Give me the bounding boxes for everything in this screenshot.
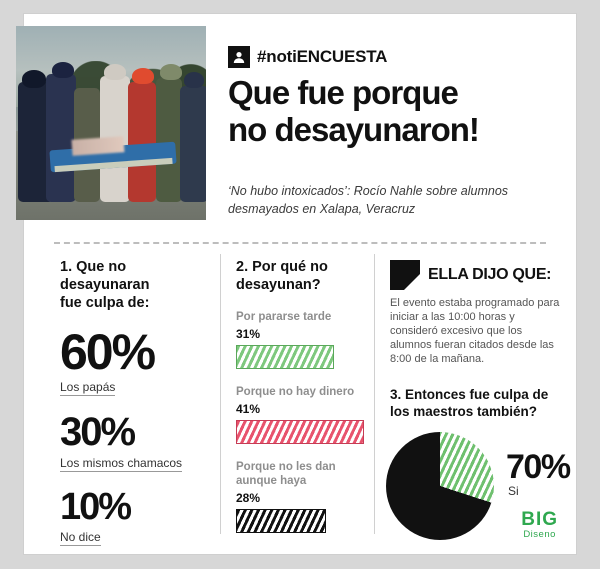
photo-head bbox=[160, 64, 182, 80]
brand-logo bbox=[521, 510, 558, 540]
hashtag-label: #notiENCUESTA bbox=[257, 47, 388, 66]
question-2-title bbox=[236, 258, 362, 294]
question-3-title: 3. Entonces fue culpa de los maestros también? bbox=[390, 387, 549, 419]
answer-label: Los mismos chamacos bbox=[60, 456, 183, 470]
header-section bbox=[24, 14, 576, 226]
bar-label: Porque no les dan aunque haya bbox=[236, 461, 336, 487]
bar-red bbox=[236, 420, 364, 444]
rescue-photo bbox=[16, 26, 206, 220]
divider-dashed bbox=[54, 242, 546, 244]
answer-label: No dice bbox=[60, 530, 101, 544]
answer-value: 60% bbox=[60, 324, 155, 380]
headline-line-2: no desayunaron! bbox=[228, 111, 479, 148]
divider-vertical-1 bbox=[220, 254, 221, 534]
pie-legend-si: Si bbox=[508, 484, 519, 498]
bar-label: Porque no hay dinero bbox=[236, 386, 355, 398]
photo-head bbox=[22, 70, 46, 88]
bar-green bbox=[236, 345, 334, 369]
answer-item bbox=[60, 326, 210, 396]
question-1-line-1: 1. Que no bbox=[60, 259, 127, 275]
logo-subtitle: Diseno bbox=[523, 529, 556, 540]
question-2-line-1: 2. Por qué no bbox=[236, 259, 328, 275]
user-icon bbox=[228, 46, 250, 68]
photo-head bbox=[52, 62, 74, 78]
photo-person bbox=[128, 82, 156, 202]
quote-and-question-3-block bbox=[390, 260, 570, 542]
pie-value: 70% bbox=[506, 448, 570, 486]
photo-person bbox=[180, 86, 206, 202]
answer-label: Los papás bbox=[60, 380, 116, 394]
photo-head bbox=[184, 72, 204, 88]
quote-heading: ELLA DIJO QUE: bbox=[428, 266, 552, 283]
headline-line-1: Que fue porque bbox=[228, 74, 458, 111]
quote-icon bbox=[390, 260, 420, 290]
page-title bbox=[228, 74, 568, 148]
pie-slice-si bbox=[386, 432, 494, 540]
photo-person bbox=[46, 74, 76, 202]
quote-header bbox=[390, 260, 560, 290]
bar-label: Por pararse tarde bbox=[236, 311, 332, 323]
question-1-line-2: desayunaran bbox=[60, 277, 150, 293]
bar-value: 31% bbox=[236, 327, 261, 341]
answer-value: 30% bbox=[60, 410, 135, 454]
question-1-line-3: fue culpa de: bbox=[60, 295, 150, 311]
bar-value: 41% bbox=[236, 402, 261, 416]
answer-item bbox=[60, 410, 210, 472]
question-1-block bbox=[60, 258, 210, 546]
subheadline: ‘No hubo intoxicados’: Rocío Nahle sobre alumnos desmayados en Xalapa, Veracruz bbox=[228, 184, 509, 216]
quote-body: El evento estaba programado para iniciar a las 10:00 horas y consideró excesivo que los alumnos fueran citados desde las 8:00 de la mañana. bbox=[390, 297, 560, 365]
bar-value: 28% bbox=[236, 491, 261, 505]
question-2-line-2: desayunan? bbox=[236, 277, 321, 293]
question-2-block bbox=[236, 258, 362, 533]
hashtag-row bbox=[228, 46, 387, 68]
divider-vertical-2 bbox=[374, 254, 375, 534]
photo-person bbox=[156, 78, 182, 202]
infographic-card bbox=[24, 14, 576, 554]
photo-head bbox=[104, 64, 126, 80]
answer-item bbox=[60, 486, 210, 546]
answer-value: 10% bbox=[60, 486, 131, 528]
logo-name: BIG bbox=[521, 509, 558, 530]
photo-head bbox=[132, 68, 154, 84]
bar-black bbox=[236, 509, 326, 533]
question-1-title bbox=[60, 258, 210, 312]
